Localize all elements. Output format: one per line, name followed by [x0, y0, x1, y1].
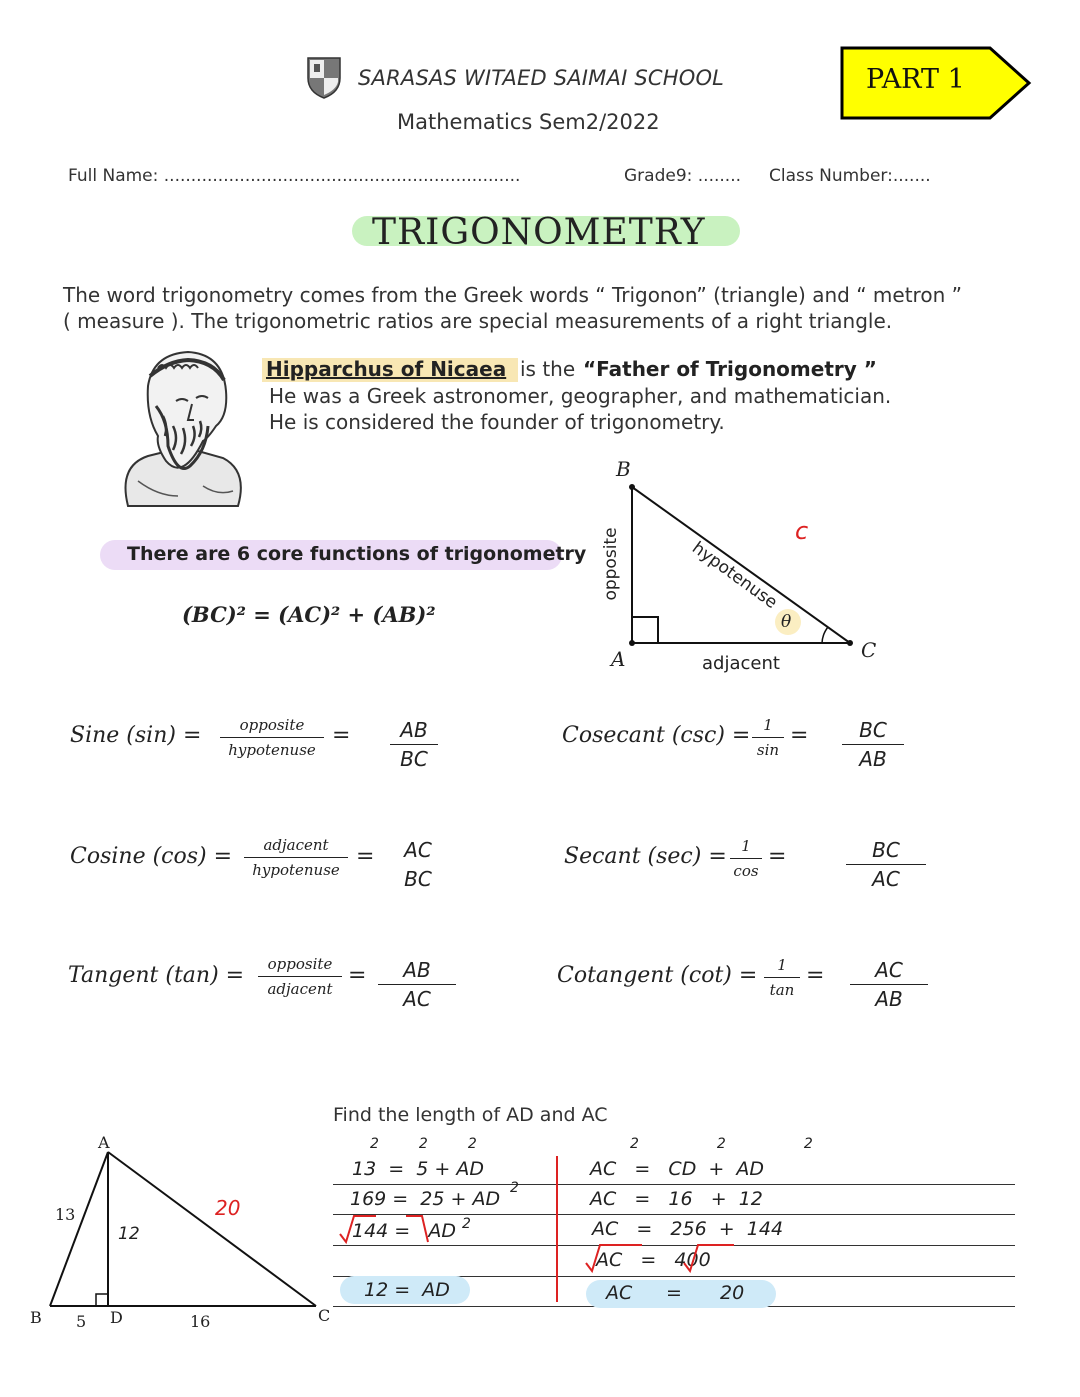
sine-numerator: opposite — [239, 716, 305, 734]
sine-label: Sine (sin) = — [70, 723, 202, 748]
hypotenuse-label: hypotenuse — [688, 538, 781, 613]
cosecant-answer-num: BC — [859, 718, 887, 742]
sine-answer-den: BC — [400, 747, 428, 771]
cotangent-answer-den: AB — [875, 987, 903, 1011]
right-work-answer-eq: = — [666, 1282, 682, 1304]
right-work-line-3: AC = 256 + 144 — [592, 1218, 784, 1240]
cosine-answer-num: AC — [404, 838, 432, 862]
secant-fraction — [730, 837, 762, 880]
hipparchus-portrait — [108, 346, 258, 516]
sine-fraction — [220, 716, 324, 759]
left-work-sup-2: 2 — [510, 1180, 519, 1196]
hipparchus-line-3: He is considered the founder of trigonometry. — [269, 410, 725, 434]
exercise-prompt: Find the length of AD and AC — [333, 1104, 608, 1126]
right-sqrt-mark — [584, 1241, 744, 1275]
page-title: TRIGONOMETRY — [372, 212, 706, 253]
part-badge — [840, 46, 1032, 120]
tangent-answer-den: AC — [403, 987, 431, 1011]
part-label: PART 1 — [866, 64, 965, 95]
school-crest — [306, 56, 342, 100]
grade-field[interactable]: Grade9: ........ — [624, 166, 742, 186]
left-work-line-1: 13 = 5 + AD — [352, 1158, 484, 1180]
core-functions-text: There are 6 core functions of trigonometry — [127, 543, 587, 565]
sine-denominator: hypotenuse — [228, 741, 316, 759]
pythagoras-formula: (BC)² = (AC)² + (AB)² — [182, 602, 436, 627]
secant-equals: = — [768, 844, 787, 869]
exercise-side-13: 13 — [55, 1205, 76, 1224]
triangle-vertex-a: A — [611, 647, 626, 671]
cotangent-denominator: tan — [769, 981, 795, 999]
hipparchus-is-the: is the — [520, 357, 576, 381]
opposite-label: opposite — [601, 527, 621, 601]
exercise-side-5: 5 — [76, 1312, 87, 1331]
sine-equals: = — [332, 723, 351, 748]
cosecant-numerator: 1 — [763, 716, 773, 734]
cotangent-equals: = — [806, 963, 825, 988]
cotangent-fraction — [764, 956, 800, 999]
adjacent-label: adjacent — [702, 653, 780, 674]
tangent-label: Tangent (tan) = — [68, 963, 245, 988]
triangle-vertex-c: C — [861, 638, 877, 662]
left-work-sup-3: 2 — [462, 1216, 471, 1232]
secant-answer — [846, 838, 926, 891]
exercise-vertex-d: D — [110, 1308, 123, 1327]
right-work-sup-row: 2 2 2 — [630, 1136, 813, 1152]
exercise-side-12: 12 — [118, 1224, 140, 1244]
hipparchus-father: “Father of Trigonometry ” — [583, 357, 877, 381]
sine-answer — [390, 718, 438, 771]
left-work-line-2: 169 = 25 + AD — [350, 1188, 501, 1210]
subject-line: Mathematics Sem2/2022 — [397, 110, 660, 134]
tangent-answer-num: AB — [403, 958, 431, 982]
cosecant-fraction — [752, 716, 784, 759]
work-divider — [556, 1156, 558, 1302]
intro-line-2: ( measure ). The trigonometric ratios are special measurements of a right triangle. — [63, 309, 893, 333]
cosecant-label: Cosecant (csc) = — [562, 723, 751, 748]
cosine-numerator: adjacent — [263, 836, 329, 854]
right-work-answer-20: 20 — [720, 1282, 745, 1304]
cosine-equals: = — [356, 844, 375, 869]
cosecant-answer — [842, 718, 904, 771]
cosine-answer — [394, 838, 442, 891]
theta-label: θ — [781, 612, 792, 632]
cosine-fraction — [244, 836, 348, 879]
cosecant-equals: = — [790, 723, 809, 748]
right-work-answer-ac: AC — [606, 1282, 633, 1304]
secant-answer-den: AC — [872, 867, 900, 891]
cotangent-numerator: 1 — [777, 956, 787, 974]
cotangent-label: Cotangent (cot) = — [557, 963, 758, 988]
hipparchus-line-2: He was a Greek astronomer, geographer, and mathematician. — [269, 384, 892, 408]
triangle-vertex-b: B — [616, 457, 631, 481]
tangent-numerator: opposite — [267, 955, 333, 973]
left-work-line-4: 12 = AD — [364, 1279, 450, 1301]
tangent-denominator: adjacent — [267, 980, 333, 998]
cosine-label: Cosine (cos) = — [70, 844, 233, 869]
secant-label: Secant (sec) = — [564, 844, 727, 869]
exercise-side-16: 16 — [190, 1312, 211, 1331]
secant-denominator: cos — [733, 862, 759, 880]
exercise-vertex-c: C — [318, 1306, 331, 1325]
school-name: SARASAS WITAED SAIMAI SCHOOL — [358, 66, 725, 90]
right-work-line-1: AC = CD + AD — [590, 1158, 765, 1180]
full-name-field[interactable]: Full Name: .................................................................. — [68, 166, 521, 186]
cotangent-answer — [850, 958, 928, 1011]
hipparchus-name: Hipparchus of Nicaea — [266, 357, 507, 381]
tangent-fraction — [258, 955, 342, 998]
class-number-field[interactable]: Class Number:....... — [769, 166, 931, 186]
cosine-answer-den: BC — [404, 867, 432, 891]
exercise-vertex-b: B — [30, 1308, 42, 1327]
right-work-line-2: AC = 16 + 12 — [590, 1188, 763, 1210]
intro-line-1: The word trigonometry comes from the Greek words “ Trigonon” (triangle) and “ metron ” — [63, 283, 962, 307]
hypotenuse-c-mark: c — [795, 517, 809, 545]
tangent-equals: = — [348, 963, 367, 988]
left-sqrt-mark — [338, 1212, 448, 1246]
ruled-line-1 — [333, 1184, 1015, 1185]
cosine-denominator: hypotenuse — [252, 861, 340, 879]
exercise-vertex-a: A — [98, 1133, 110, 1152]
cosecant-denominator: sin — [756, 741, 780, 759]
cosecant-answer-den: AB — [859, 747, 887, 771]
left-work-sup-row: 222 — [370, 1136, 517, 1152]
secant-numerator: 1 — [741, 837, 751, 855]
right-work-line-4: AC = 400 — [596, 1249, 711, 1271]
exercise-side-20: 20 — [215, 1196, 241, 1220]
exercise-triangle — [20, 1130, 340, 1330]
secant-answer-num: BC — [872, 838, 900, 862]
left-work-line-3: 144 = AD — [352, 1220, 456, 1242]
tangent-answer — [378, 958, 456, 1011]
sine-answer-num: AB — [400, 718, 428, 742]
cotangent-answer-num: AC — [875, 958, 903, 982]
